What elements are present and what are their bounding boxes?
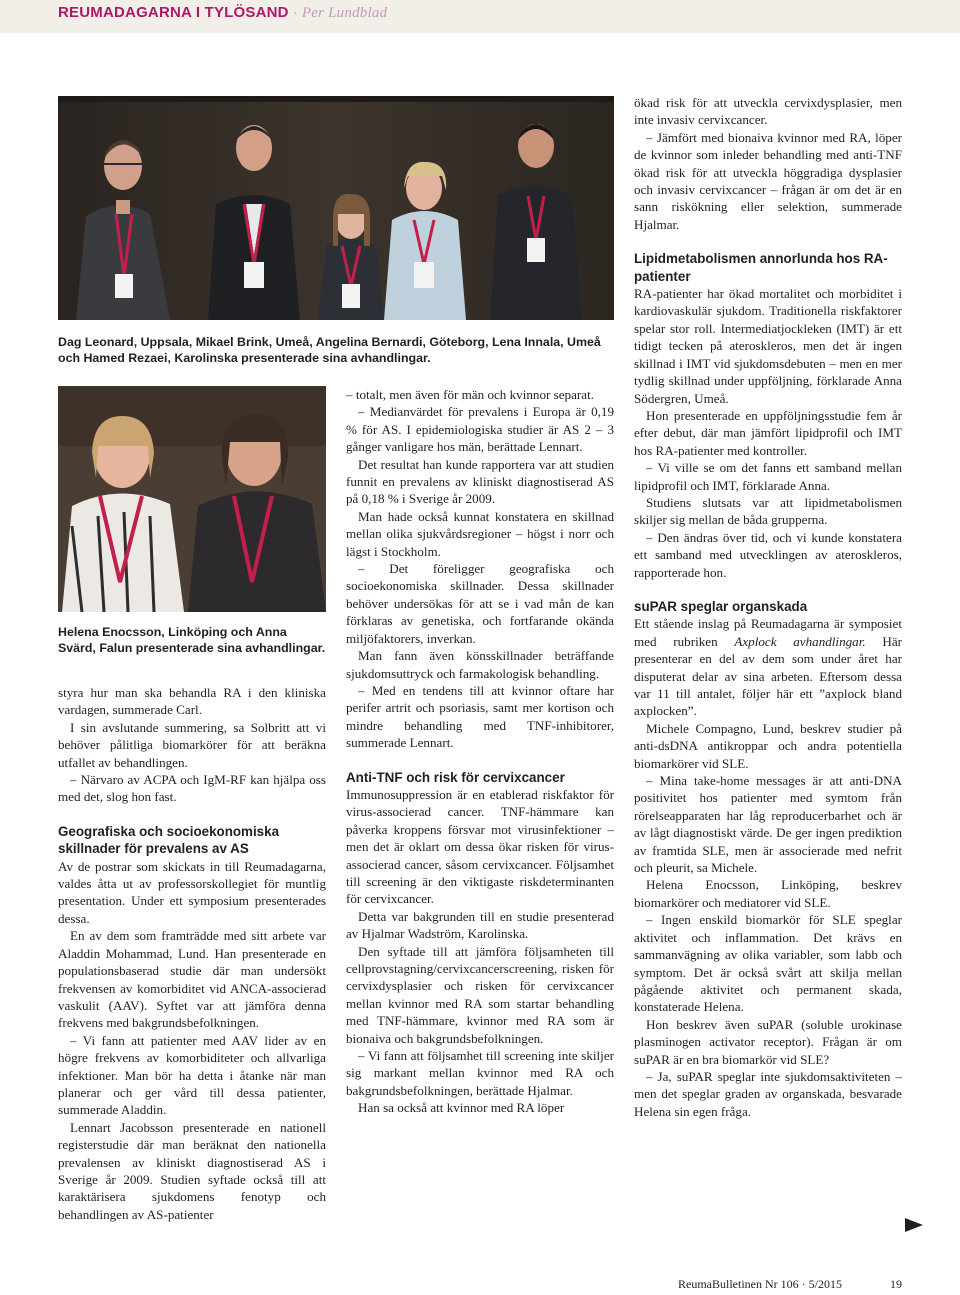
col2-paragraph: Den syftade till att jämföra följsamheten till cellprovstagning/cervixcancerscreening, risken för cervixdysplasier och risken för cervixcancer mellan kvinnor med RA som startar behandling med TNF-hämmare, kvinnor med RA som är bionaiva och bakgrundsbefolkningen. (346, 943, 614, 1046)
col2-paragraph: – Medianvärdet för prevalens i Europa är 0,19 % för AS. I epidemiologiska studier är AS 2 – 3 gånger vanligare hos män, berättade Lennart. (346, 404, 614, 455)
col3-text: Ett stående inslag på Reumadagarna är symposiet med rubriken (634, 616, 902, 649)
pair-photo-caption: Helena Enocsson, Linköping och Anna Svärd, Falun presenterade sina avhandlingar. (58, 625, 326, 656)
col3-text: Här presenterar en del av dem som under året har disputerat delar av sina arbeten. Eftersom dessa var 11 till antalet, följer här ett ”axplock bland axplocken”. (634, 633, 902, 719)
heading-anti-tnf: Anti-TNF och risk för cervixcancer (346, 769, 565, 785)
group-photo-caption: Dag Leonard, Uppsala, Mikael Brink, Umeå, Angelina Bernardi, Göteborg, Lena Innala, Umeå och Hamed Rezaei, Karolinska presenterade sina avhandlingar. (58, 335, 601, 366)
col1-paragraph: Lennart Jacobsson presenterade en nationell registerstudie där man beräknat den nationella prevalensen av kliniskt diagnostiserad AS i Sverige år 2009. Studien syftade också till att karaktärisera sjukdomens fenotyp och behandlingen av AS-patienter (58, 1119, 326, 1222)
col3-paragraph: Michele Compagno, Lund, beskrev studier på anti-dsDNA antikroppar och andra potentiella biomarkörer vid SLE. (634, 720, 902, 771)
section-title: REUMADAGARNA I TYLÖSAND (58, 4, 289, 21)
col1-paragraph: – Vi fann att patienter med AAV lider av en högre frekvens av komorbiditeter och allvarliga infektioner. Man bör ha detta i åtanke när man planerar och ger vård till dessa patienter, summerade Aladdin. (58, 1032, 326, 1118)
publication-info: ReumaBulletinen Nr 106 · 5/2015 (678, 1277, 842, 1291)
heading-geografiska: Geografiska och socioekonomiska skillnader för prevalens av AS (58, 823, 280, 857)
continue-arrow-icon (905, 1218, 923, 1232)
col3-paragraph: – Vi ville se om det fanns ett samband mellan lipidprofil och IMT, förklarade Anna. (634, 460, 902, 493)
col2-paragraph: – Det föreligger geografiska och socioekonomiska skillnader. Dessa skillnader behöver undersökas för att se i vad mån de kan förklaras av genetiska, och fortfarande okända miljöfaktorers, inverkan. (346, 561, 614, 646)
col2-paragraph: Man fann även könsskillnader beträffande sjukdomsuttryck och farmakologisk behandling. (346, 648, 614, 681)
col3-paragraph: – Ja, suPAR speglar inte sjukdomsaktiviteten – men det speglar graden av organskada, besvarade Helena sin egen fråga. (634, 1068, 902, 1119)
header-separator: · (292, 4, 298, 21)
col3-paragraph: – Ingen enskild biomarkör för SLE speglar aktivitet och inflammation. Det krävs en sammanvägning av olika variabler, som labb och symptom. Det är också svårt att skilja mellan pågående aktivitet och permanent skada, konstaterade Helena. (634, 912, 902, 1015)
col2-paragraph: Immunosuppression är en etablerad riskfaktor för virus-associerad cancer. TNF-hämmare kan påverka kroppens försvar mot virusinfektioner – men det är oklart om dessa ökar risken för virus-associerad cancer, såsom cervixcancer. Följsamhet till screening är den viktigaste riskdeterminanten för cervixcancer. (346, 786, 614, 907)
col2-paragraph: Han sa också att kvinnor med RA löper (358, 1100, 565, 1116)
col3-paragraph (634, 615, 902, 719)
col1-paragraph: En av dem som framträdde med sitt arbete var Aladdin Mohammad, Lund. Han presenterade en populationsbaserad studie där man undersökt frekvensen av komorbiditet vid ANCA-associerad vaskulit (AAV). Syftet var att jämföra denna frekvens med bakgrundsbefolkningen. (58, 928, 326, 1031)
heading-lipidmetabolismen: Lipidmetabolismen annorlunda hos RA-patienter (634, 251, 888, 284)
col3-paragraph: Hon beskrev även suPAR (soluble urokinase plasminogen activator receptor). Frågan är om suPAR är en bra biomarkör vid SLE? (634, 1016, 902, 1067)
column-3 (634, 94, 902, 1120)
col1-paragraph: I sin avslutande summering, sa Solbritt att vi behöver pålitliga biomarkörer för att beräkna utfallet av behandlingen. (58, 719, 326, 770)
symposium-title: Axplock avhandlingar. (734, 633, 866, 649)
section-header (58, 4, 387, 22)
col2-paragraph: Man hade också kunnat konstatera en skillnad mellan olika sjukvårdsregioner – högst i norr och lägst i Stockholm. (346, 508, 614, 559)
col3-paragraph: RA-patienter har ökad mortalitet och morbiditet i kardiovaskulär sjukdom. Traditionella riskfaktorer spelar stor roll. Intermediatjockleken (IMT) är ett tidigt tecken på ateroskleros, men det är ingen skillnad i IMT vid sjukdomsdebuten – men en mer tydlig skillnad under uppföljning, förklarade Anna Södergren, Umeå. (634, 286, 902, 406)
group-photo (58, 96, 614, 320)
col2-paragraph: – totalt, men även för män och kvinnor separat. (346, 387, 594, 402)
col1-paragraph: – Närvaro av ACPA och IgM-RF kan hjälpa oss med det, slog hon fast. (58, 772, 326, 805)
col3-paragraph: Helena Enocsson, Linköping, beskrev biomarkörer och mediatorer vid SLE. (634, 877, 902, 910)
group-photo-image (58, 96, 614, 320)
col1-paragraph: Av de postrar som skickats in till Reumadagarna, valdes åtta ut av professorskollegiet för muntlig presentation. Under ett symposium presenterades dessa. (58, 858, 326, 926)
column-1 (58, 684, 326, 1223)
col1-paragraph: styra hur man ska behandla RA i den kliniska vardagen, summerade Carl. (58, 685, 326, 718)
col3-paragraph: Studiens slutsats var att lipidmetabolismen skiljer sig mellan de båda grupperna. (634, 494, 902, 528)
col2-paragraph: Detta var bakgrunden till en studie presenterad av Hjalmar Wadström, Karolinska. (346, 908, 614, 942)
col3-paragraph: – Den ändras över tid, och vi kunde konstatera ett samband med utvecklingen av ateroskleros, rapporterade hon. (634, 529, 902, 580)
col3-paragraph: ökad risk för att utveckla cervixdysplasier, men inte invasiv cervixcancer. (634, 95, 902, 128)
column-2 (346, 386, 614, 1117)
col3-paragraph: – Mina take-home messages är att anti-DNA positivitet hos patienter med symtom från rörelseapparaten har låg reproducerbarhet och är av lågt diagnostiskt värde. De ger ingen prediktion av framtida SLE, men är associerade med nefrit och pleurit, sa Michele. (634, 773, 902, 876)
author-name: Per Lundblad (301, 5, 388, 21)
col2-paragraph: Det resultat han kunde rapportera var att studien funnit en prevalens av kliniskt diagnostiserad AS på 0,18 % i Sverige år 2009. (346, 456, 614, 507)
heading-supar: suPAR speglar organskada (634, 598, 808, 614)
page-number: 19 (890, 1277, 902, 1291)
col3-paragraph: – Jämfört med bionaiva kvinnor med RA, löper de kvinnor som inleder behandling med anti-TNF ökad risk för att utveckla höggradiga dysplasier och invasiv cervixcancer – frågan är om det är en sann riskökning eller selektion, summerade Hjalmar. (634, 129, 902, 232)
col2-paragraph: – Vi fann att följsamhet till screening inte skiljer sig markant mellan kvinnor med RA och bakgrundsbefolkningen, berättade Hjalmar. (346, 1048, 614, 1098)
pair-photo (58, 386, 326, 612)
col2-paragraph: – Med en tendens till att kvinnor oftare har perifer artrit och psoriasis, samt mer kortison och mindre behandling med TNF-inhibitorer, summerade Lennart. (346, 682, 614, 751)
pair-photo-image (58, 386, 326, 612)
col3-paragraph: Hon presenterade en uppföljningsstudie fem år efter debut, där man jämfört lipidprofil och IMT hos RA-patienter med kontroller. (634, 407, 902, 458)
